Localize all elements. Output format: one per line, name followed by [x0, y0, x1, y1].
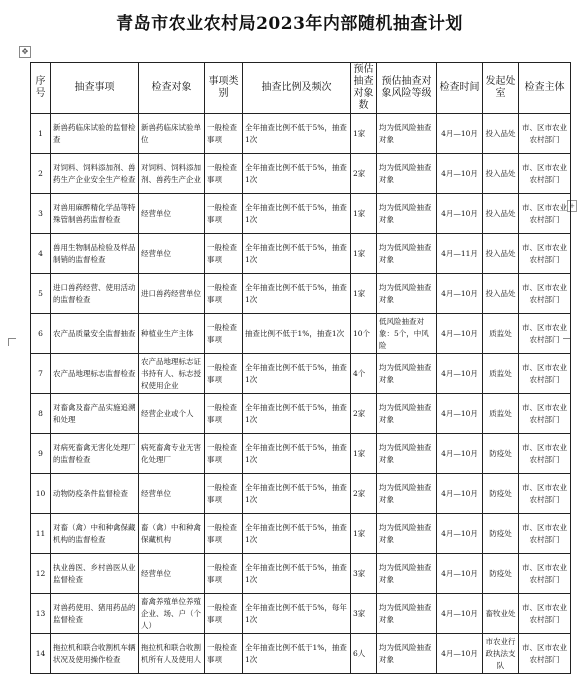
- header-ratio: 抽查比例及频次: [243, 63, 351, 114]
- header-item: 抽查事项: [51, 63, 139, 114]
- cell-category: 一般检查事项: [205, 194, 243, 234]
- cell-ratio: 全年抽查比例不低于5%，抽查1次: [243, 434, 351, 474]
- cell-subject: 市、区市农业农村部门: [519, 274, 571, 314]
- cell-ratio: 全年抽查比例不低于5%，抽查1次: [243, 234, 351, 274]
- cell-time: 4月—10月: [437, 514, 483, 554]
- header-category: 事项类别: [205, 63, 243, 114]
- cell-time: 4月—10月: [437, 434, 483, 474]
- cell-count: 1家: [351, 114, 377, 154]
- move-handle-icon[interactable]: ✥: [19, 46, 31, 58]
- cell-no: 5: [31, 274, 51, 314]
- header-no: 序号: [31, 63, 51, 114]
- header-count: 预估抽查对象数: [351, 63, 377, 114]
- cell-office: 防疫处: [483, 474, 519, 514]
- cell-time: 4月—10月: [437, 634, 483, 674]
- cell-time: 4月—10月: [437, 314, 483, 354]
- cell-subject: 市、区市农业农村部门: [519, 234, 571, 274]
- header-risk: 预估抽查对象风险等级: [377, 63, 437, 114]
- cell-target: 病死畜禽专业无害化处理厂: [139, 434, 205, 474]
- cell-category: 一般检查事项: [205, 514, 243, 554]
- cell-ratio: 全年抽查比例不低于5%，抽查1次: [243, 114, 351, 154]
- cell-target: 经营单位: [139, 234, 205, 274]
- cell-item: 农产品地理标志监督检查: [51, 354, 139, 394]
- table-row: [31, 354, 571, 394]
- cell-risk: 均为低风险抽查对象: [377, 434, 437, 474]
- cell-target: 畜禽养殖单位养殖企业、场、户（个人）: [139, 594, 205, 634]
- cell-target: 经营企业或个人: [139, 394, 205, 434]
- cell-subject: 市、区市农业农村部门: [519, 154, 571, 194]
- cell-category: 一般检查事项: [205, 114, 243, 154]
- cell-risk: 均为低风险抽查对象: [377, 594, 437, 634]
- cell-item: 执业兽医、乡村兽医从业监督检查: [51, 554, 139, 594]
- cell-subject: 市、区市农业农村部门: [519, 474, 571, 514]
- cell-risk: 均为低风险抽查对象: [377, 194, 437, 234]
- page-corner-marker-left: [8, 338, 16, 346]
- cell-count: 1家: [351, 194, 377, 234]
- cell-subject: 市、区市农业农村部门: [519, 314, 571, 354]
- cell-risk: 均为低风险抽查对象: [377, 474, 437, 514]
- table-row: [31, 234, 571, 274]
- cell-item: 对饲料、饲料添加剂、兽药生产企业安全生产检查: [51, 154, 139, 194]
- cell-office: 防疫处: [483, 554, 519, 594]
- cell-count: 1家: [351, 434, 377, 474]
- cell-count: 3家: [351, 594, 377, 634]
- cell-risk: 均为低风险抽查对象: [377, 154, 437, 194]
- cell-ratio: 全年抽查比例不低于5%，抽查1次: [243, 274, 351, 314]
- table-row: [31, 314, 571, 354]
- cell-category: 一般检查事项: [205, 234, 243, 274]
- cell-target: 经营单位: [139, 554, 205, 594]
- cell-time: 4月—10月: [437, 594, 483, 634]
- page-title: 青岛市农业农村局2023年内部随机抽查计划: [116, 14, 463, 34]
- cell-office: 畜牧业处: [483, 594, 519, 634]
- cell-no: 7: [31, 354, 51, 394]
- cell-target: 经营单位: [139, 194, 205, 234]
- cell-risk: 均为低风险抽查对象: [377, 274, 437, 314]
- cell-risk: 均为低风险抽查对象: [377, 354, 437, 394]
- cell-risk: 均为低风险抽查对象: [377, 554, 437, 594]
- cell-no: 12: [31, 554, 51, 594]
- cell-category: 一般检查事项: [205, 314, 243, 354]
- cell-ratio: 全年抽查比例不低于5%，抽查1次: [243, 194, 351, 234]
- cell-category: 一般检查事项: [205, 154, 243, 194]
- cell-no: 9: [31, 434, 51, 474]
- cell-no: 1: [31, 114, 51, 154]
- cell-no: 14: [31, 634, 51, 674]
- cell-target: 新兽药临床试验单位: [139, 114, 205, 154]
- cell-risk: 均为低风险抽查对象: [377, 114, 437, 154]
- side-mark-icon[interactable]: +: [567, 200, 577, 212]
- cell-count: 1家: [351, 514, 377, 554]
- cell-category: 一般检查事项: [205, 434, 243, 474]
- cell-category: 一般检查事项: [205, 554, 243, 594]
- table-row: [31, 154, 571, 194]
- cell-target: 种植业生产主体: [139, 314, 205, 354]
- cell-item: 进口兽药经营、使用活动的监督检查: [51, 274, 139, 314]
- cell-item: 对兽用麻醉精化学品等特殊管制兽药监督检查: [51, 194, 139, 234]
- cell-target: 经营单位: [139, 474, 205, 514]
- cell-office: 投入品处: [483, 274, 519, 314]
- cell-target: 拖拉机和联合收割机所有人及使用人: [139, 634, 205, 674]
- cell-ratio: 全年抽查比例不低于5%，抽查1次: [243, 154, 351, 194]
- table-row: [31, 114, 571, 154]
- cell-office: 质监处: [483, 314, 519, 354]
- cell-item: 新兽药临床试验的监督检查: [51, 114, 139, 154]
- cell-target: 进口兽药经营单位: [139, 274, 205, 314]
- cell-category: 一般检查事项: [205, 274, 243, 314]
- table-row: [31, 194, 571, 234]
- cell-no: 4: [31, 234, 51, 274]
- cell-count: 6人: [351, 634, 377, 674]
- header-target: 检查对象: [139, 63, 205, 114]
- cell-office: 投入品处: [483, 194, 519, 234]
- cell-office: 质监处: [483, 394, 519, 434]
- table-row: [31, 474, 571, 514]
- cell-count: 2家: [351, 154, 377, 194]
- cell-count: 1家: [351, 274, 377, 314]
- cell-time: 4月—10月: [437, 474, 483, 514]
- cell-office: 投入品处: [483, 234, 519, 274]
- cell-ratio: 全年抽查比例不低于1%，抽查1次: [243, 634, 351, 674]
- table-row: [31, 434, 571, 474]
- cell-time: 4月—11月: [437, 234, 483, 274]
- cell-no: 11: [31, 514, 51, 554]
- cell-category: 一般检查事项: [205, 594, 243, 634]
- cell-item: 动物防疫条件监督检查: [51, 474, 139, 514]
- header-time: 检查时间: [437, 63, 483, 114]
- cell-no: 6: [31, 314, 51, 354]
- cell-risk: 均为低风险抽查对象: [377, 234, 437, 274]
- table-row: [31, 634, 571, 674]
- cell-ratio: 全年抽查比例不低于5%，抽查1次: [243, 354, 351, 394]
- cell-item: 拖拉机和联合收割机车辆状况及使用操作检查: [51, 634, 139, 674]
- cell-no: 2: [31, 154, 51, 194]
- cell-no: 3: [31, 194, 51, 234]
- cell-ratio: 全年抽查比例不低于5%，抽查1次: [243, 394, 351, 434]
- cell-subject: 市、区市农业农村部门: [519, 114, 571, 154]
- table-row: [31, 554, 571, 594]
- cell-target: 农产品地理标志证书持有人、标志授权使用企业: [139, 354, 205, 394]
- header-office: 发起处室: [483, 63, 519, 114]
- cell-ratio: 全年抽查比例不低于5%，抽查1次: [243, 514, 351, 554]
- cell-item: 对畜禽及畜产品实施追溯和处理: [51, 394, 139, 434]
- cell-subject: 市、区市农业农村部门: [519, 434, 571, 474]
- cell-count: 1家: [351, 234, 377, 274]
- cell-category: 一般检查事项: [205, 474, 243, 514]
- table-row: [31, 594, 571, 634]
- cell-category: 一般检查事项: [205, 634, 243, 674]
- cell-subject: 市、区市农业农村部门: [519, 634, 571, 674]
- cell-target: 对饲料、饲料添加剂、兽药生产企业: [139, 154, 205, 194]
- cell-risk: 低风险抽查对象：5个，中风险: [377, 314, 437, 354]
- cell-subject: 市、区市农业农村部门: [519, 594, 571, 634]
- cell-count: 10个: [351, 314, 377, 354]
- cell-category: 一般检查事项: [205, 394, 243, 434]
- cell-item: 农产品质量安全监督抽查: [51, 314, 139, 354]
- cell-target: 畜（禽）中和种禽保藏机构: [139, 514, 205, 554]
- cell-ratio: 全年抽查比例不低于5%，每年1次: [243, 594, 351, 634]
- cell-time: 4月—10月: [437, 394, 483, 434]
- cell-count: 3家: [351, 554, 377, 594]
- cell-no: 10: [31, 474, 51, 514]
- cell-ratio: 全年抽查比例不低于5%，抽查1次: [243, 554, 351, 594]
- cell-category: 一般检查事项: [205, 354, 243, 394]
- table-row: [31, 274, 571, 314]
- cell-subject: 市、区市农业农村部门: [519, 394, 571, 434]
- table-row: [31, 394, 571, 434]
- cell-subject: 市、区市农业农村部门: [519, 194, 571, 234]
- cell-item: 兽用生物制品检验及样品制销的监督检查: [51, 234, 139, 274]
- cell-count: 2家: [351, 394, 377, 434]
- cell-ratio: 抽查比例不低于1%，抽查1次: [243, 314, 351, 354]
- cell-risk: 均为低风险抽查对象: [377, 634, 437, 674]
- cell-item: 对病死畜禽无害化处理厂的监督检查: [51, 434, 139, 474]
- cell-item: 对兽药使用、猪用药品的监督检查: [51, 594, 139, 634]
- cell-office: 质监处: [483, 354, 519, 394]
- cell-time: 4月—10月: [437, 154, 483, 194]
- cell-risk: 均为低风险抽查对象: [377, 394, 437, 434]
- cell-time: 4月—10月: [437, 194, 483, 234]
- header-row: [31, 63, 571, 114]
- cell-no: 8: [31, 394, 51, 434]
- cell-ratio: 全年抽查比例不低于5%，抽查1次: [243, 474, 351, 514]
- cell-time: 4月—10月: [437, 114, 483, 154]
- cell-time: 4月—10月: [437, 554, 483, 594]
- cell-subject: 市、区市农业农村部门: [519, 514, 571, 554]
- cell-time: 4月—10月: [437, 274, 483, 314]
- table-row: [31, 514, 571, 554]
- inspection-plan-table: [30, 62, 571, 674]
- cell-office: 投入品处: [483, 114, 519, 154]
- cell-count: 2家: [351, 474, 377, 514]
- cell-office: 防疫处: [483, 514, 519, 554]
- cell-no: 13: [31, 594, 51, 634]
- cell-subject: 市、区市农业农村部门: [519, 554, 571, 594]
- cell-office: 投入品处: [483, 154, 519, 194]
- cell-risk: 均为低风险抽查对象: [377, 514, 437, 554]
- cell-office: 市农业行政执法支队: [483, 634, 519, 674]
- cell-count: 4个: [351, 354, 377, 394]
- cell-office: 防疫处: [483, 434, 519, 474]
- cell-subject: 市、区市农业农村部门: [519, 354, 571, 394]
- cell-time: 4月—10月: [437, 354, 483, 394]
- cell-item: 对畜（禽）中和种禽保藏机构的监督检查: [51, 514, 139, 554]
- header-subject: 检查主体: [519, 63, 571, 114]
